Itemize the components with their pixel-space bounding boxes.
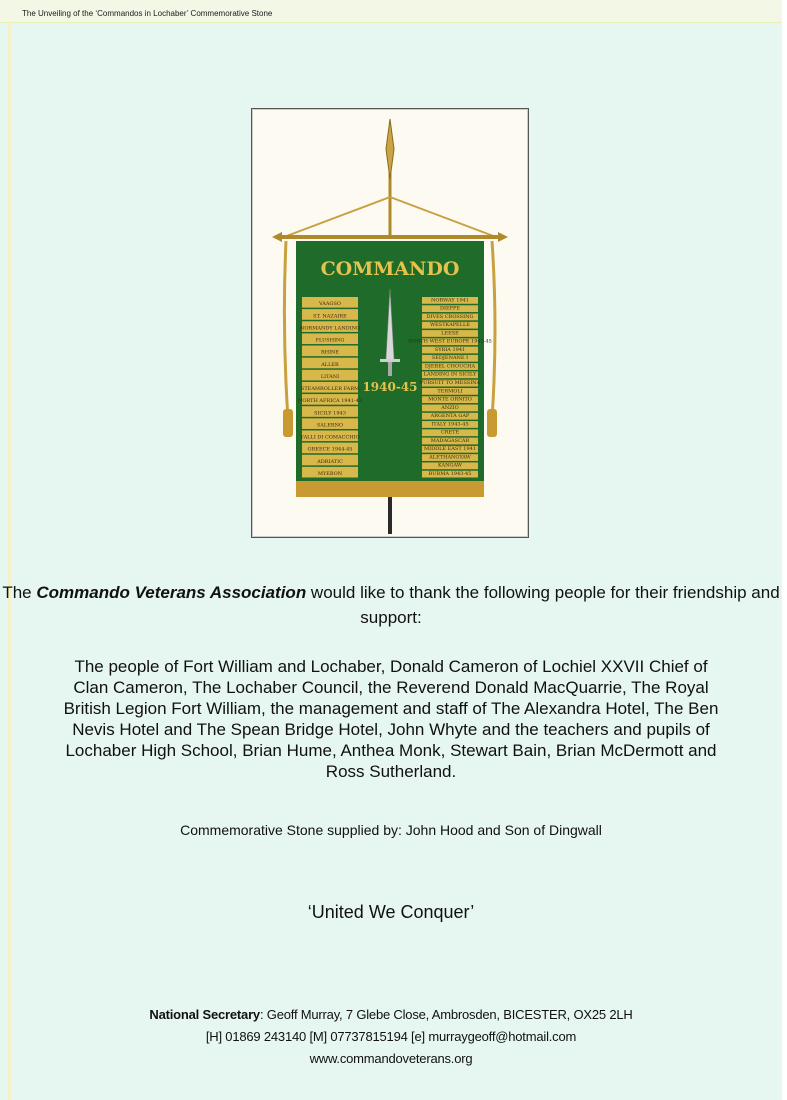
honour-label: SEDJENANE I — [431, 355, 469, 362]
honour-label: DIVES CROSSING — [426, 313, 474, 320]
secretary-line — [0, 1004, 782, 1026]
honour-label: DJEBEL CHOUCHA — [424, 363, 476, 370]
honour-label: NORWAY 1941 — [430, 297, 470, 304]
honour-label: SYRIA 1941 — [434, 346, 466, 353]
honour-label: NORTH AFRICA 1941-43 — [297, 398, 363, 405]
association-name: Commando Veterans Association — [36, 583, 307, 602]
honour-label: MYEBON — [317, 471, 343, 477]
dagger-guard — [380, 359, 400, 362]
honour-label: ANZIO — [441, 404, 459, 411]
intro-suffix: would like to thank the following people for their friendship and support: — [306, 583, 780, 627]
header-strip — [0, 0, 782, 23]
honour-label: TERMOLI — [437, 388, 463, 395]
spear-head — [386, 119, 394, 179]
honour-label: BURMA 1943-45 — [428, 471, 472, 477]
honour-label: STEAMROLLER FARM — [300, 386, 360, 393]
honour-label: MADAGASCAR — [430, 437, 470, 444]
website-link[interactable]: www.commandoveterans.org — [309, 1051, 473, 1066]
thanks-paragraph: The people of Fort William and Lochaber, Donald Cameron of Lochiel XXVII Chief of Clan Cameron, The Lochaber Council, the Reverend Donald MacQuarrie, The Royal British Legion Fort William, the management and staff of The Alexandra Hotel, The Ben Nevis Hotel and The Spean Bridge Hotel, John Whyte and the teachers and pupils of Lochaber High School, Brian Hume, Anthea Monk, Stewart Bain, Brian McDermott and Ross Sutherland. — [63, 657, 719, 781]
tassel-right — [487, 409, 497, 437]
contact-block — [0, 1004, 782, 1070]
honour-label: LITANI — [320, 373, 340, 380]
dagger-grip — [388, 362, 392, 376]
honour-label: LANDING IN SICILY — [423, 371, 477, 378]
honour-label: WESTKAPELLE — [430, 322, 470, 329]
honour-label: SICILY 1943 — [314, 410, 346, 417]
intro-prefix: The — [2, 583, 37, 602]
honour-label: NORTH WEST EUROPE 1942-45 — [408, 338, 492, 345]
honour-label: LEESE — [441, 330, 459, 337]
honour-label: MONTE ORNITO — [428, 396, 472, 403]
honour-label: ALLER — [321, 361, 339, 368]
honour-label: ALETHANGYAW — [429, 454, 471, 461]
tassel-left — [283, 409, 293, 437]
honour-label: ADRIATIC — [317, 458, 343, 465]
phone-line: [H] 01869 243140 [M] 07737815194 [e] murraygeoff@hotmail.com — [205, 1029, 577, 1044]
honour-label: ST. NAZAIRE — [313, 313, 347, 320]
honour-label: SALERNO — [316, 422, 344, 429]
tassel-cord-right — [492, 241, 495, 419]
secretary-label: National Secretary — [149, 1007, 260, 1022]
margin-line — [8, 22, 11, 1100]
honour-label: PURSUIT TO MESSINA — [419, 380, 481, 386]
banner-fringe — [296, 481, 484, 497]
honour-label: RHINE — [320, 349, 340, 356]
honours-left-column — [298, 297, 362, 478]
honour-label: ITALY 1943-45 — [431, 421, 469, 428]
motto: ‘United We Conquer’ — [307, 902, 475, 922]
tassel-cord-left — [284, 241, 288, 419]
banner-years: 1940-45 — [362, 380, 418, 394]
honour-label: DIEPPE — [439, 305, 461, 312]
commando-banner-image — [251, 108, 529, 538]
supplier-line: Commemorative Stone supplied by: John Hood and Son of Dingwall — [180, 822, 602, 838]
honour-label: GREECE 1944-45 — [307, 446, 353, 453]
secretary-value: : Geoff Murray, 7 Glebe Close, Ambrosden, BICESTER, OX25 2LH — [259, 1007, 633, 1022]
honour-label: FLUSHING — [315, 337, 345, 344]
banner-illustration — [252, 109, 528, 537]
document-header: The Unveiling of the ‘Commandos in Lochaber’ Commemorative Stone — [22, 9, 273, 18]
banner-title: COMMANDO — [320, 258, 460, 280]
honour-label: MIDDLE EAST 1941 — [423, 446, 477, 453]
intro-paragraph — [0, 580, 782, 630]
honour-label: VAAGSO — [318, 301, 342, 308]
honour-label: ARGENTA GAP — [430, 413, 470, 420]
honour-label: CRETE — [440, 429, 460, 436]
honour-label: NORMANDY LANDING — [300, 325, 360, 332]
honour-label: KANGAW — [437, 462, 463, 469]
honour-label: VALLI DI COMACCHIO — [300, 434, 360, 441]
